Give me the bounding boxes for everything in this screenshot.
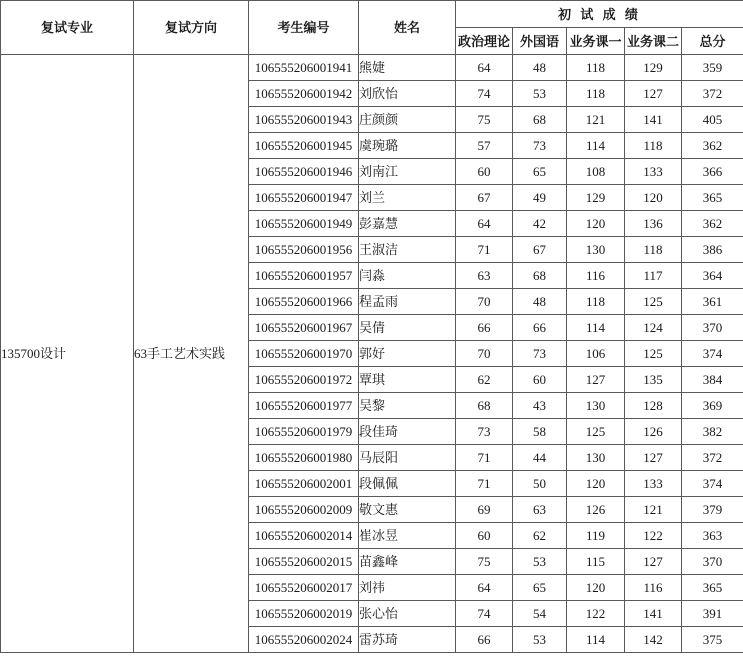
course1-score-cell: 129 — [567, 185, 625, 211]
politics-score-cell: 63 — [456, 263, 513, 289]
candidate-id-cell: 106555206002015 — [249, 549, 359, 575]
name-cell: 刘兰 — [359, 185, 456, 211]
header-name: 姓名 — [359, 1, 456, 55]
candidate-id-cell: 106555206001967 — [249, 315, 359, 341]
course2-score-cell: 118 — [625, 237, 682, 263]
course2-score-cell: 133 — [625, 159, 682, 185]
foreign-language-score-cell: 62 — [513, 523, 567, 549]
name-cell: 刘欣怡 — [359, 81, 456, 107]
course1-score-cell: 120 — [567, 575, 625, 601]
course1-score-cell: 118 — [567, 289, 625, 315]
politics-score-cell: 64 — [456, 575, 513, 601]
course1-score-cell: 106 — [567, 341, 625, 367]
foreign-language-score-cell: 73 — [513, 133, 567, 159]
total-score-cell: 374 — [682, 341, 743, 367]
foreign-language-score-cell: 68 — [513, 107, 567, 133]
politics-score-cell: 71 — [456, 471, 513, 497]
total-score-cell: 365 — [682, 575, 743, 601]
candidate-id-cell: 106555206001942 — [249, 81, 359, 107]
name-cell: 吴倩 — [359, 315, 456, 341]
politics-score-cell: 74 — [456, 81, 513, 107]
candidate-id-cell: 106555206001966 — [249, 289, 359, 315]
name-cell: 郭好 — [359, 341, 456, 367]
politics-score-cell: 71 — [456, 237, 513, 263]
header-direction: 复试方向 — [134, 1, 249, 55]
total-score-cell: 370 — [682, 549, 743, 575]
course1-score-cell: 120 — [567, 471, 625, 497]
total-score-cell: 386 — [682, 237, 743, 263]
candidate-id-cell: 106555206002009 — [249, 497, 359, 523]
foreign-language-score-cell: 63 — [513, 497, 567, 523]
course2-score-cell: 128 — [625, 393, 682, 419]
total-score-cell: 372 — [682, 445, 743, 471]
course2-score-cell: 136 — [625, 211, 682, 237]
course2-score-cell: 122 — [625, 523, 682, 549]
candidate-id-cell: 106555206002001 — [249, 471, 359, 497]
header-initial-exam-group: 初 试 成 绩 — [456, 1, 743, 28]
total-score-cell: 382 — [682, 419, 743, 445]
foreign-language-score-cell: 48 — [513, 289, 567, 315]
politics-score-cell: 75 — [456, 549, 513, 575]
candidate-id-cell: 106555206001972 — [249, 367, 359, 393]
politics-score-cell: 70 — [456, 341, 513, 367]
foreign-language-score-cell: 67 — [513, 237, 567, 263]
total-score-cell: 365 — [682, 185, 743, 211]
name-cell: 庄颜颜 — [359, 107, 456, 133]
foreign-language-score-cell: 66 — [513, 315, 567, 341]
name-cell: 张心怡 — [359, 601, 456, 627]
foreign-language-score-cell: 43 — [513, 393, 567, 419]
name-cell: 崔冰昱 — [359, 523, 456, 549]
politics-score-cell: 73 — [456, 419, 513, 445]
course1-score-cell: 114 — [567, 627, 625, 653]
foreign-language-score-cell: 48 — [513, 55, 567, 81]
course1-score-cell: 116 — [567, 263, 625, 289]
course2-score-cell: 125 — [625, 289, 682, 315]
foreign-language-score-cell: 53 — [513, 627, 567, 653]
name-cell: 闫淼 — [359, 263, 456, 289]
candidate-id-cell: 106555206001956 — [249, 237, 359, 263]
course1-score-cell: 130 — [567, 445, 625, 471]
course2-score-cell: 116 — [625, 575, 682, 601]
total-score-cell: 362 — [682, 211, 743, 237]
table-row — [1, 55, 743, 81]
foreign-language-score-cell: 65 — [513, 575, 567, 601]
candidate-id-cell: 106555206002019 — [249, 601, 359, 627]
candidate-id-cell: 106555206001957 — [249, 263, 359, 289]
foreign-language-score-cell: 53 — [513, 81, 567, 107]
course2-score-cell: 135 — [625, 367, 682, 393]
header-row-top — [1, 1, 743, 28]
total-score-cell: 384 — [682, 367, 743, 393]
candidate-id-cell: 106555206001945 — [249, 133, 359, 159]
name-cell: 刘祎 — [359, 575, 456, 601]
politics-score-cell: 60 — [456, 523, 513, 549]
candidate-id-cell: 106555206002024 — [249, 627, 359, 653]
politics-score-cell: 67 — [456, 185, 513, 211]
name-cell: 虞琬璐 — [359, 133, 456, 159]
header-foreign-language: 外国语 — [513, 28, 567, 55]
name-cell: 彭嘉慧 — [359, 211, 456, 237]
politics-score-cell: 66 — [456, 315, 513, 341]
course1-score-cell: 130 — [567, 237, 625, 263]
total-score-cell: 374 — [682, 471, 743, 497]
name-cell: 程孟雨 — [359, 289, 456, 315]
foreign-language-score-cell: 42 — [513, 211, 567, 237]
candidate-id-cell: 106555206001943 — [249, 107, 359, 133]
total-score-cell: 369 — [682, 393, 743, 419]
table-header — [1, 1, 743, 55]
course2-score-cell: 124 — [625, 315, 682, 341]
course2-score-cell: 127 — [625, 445, 682, 471]
politics-score-cell: 57 — [456, 133, 513, 159]
name-cell: 王淑洁 — [359, 237, 456, 263]
course1-score-cell: 119 — [567, 523, 625, 549]
course1-score-cell: 118 — [567, 81, 625, 107]
politics-score-cell: 64 — [456, 55, 513, 81]
header-course2: 业务课二 — [625, 28, 682, 55]
table-body — [1, 55, 743, 653]
candidate-id-cell: 106555206001970 — [249, 341, 359, 367]
total-score-cell: 405 — [682, 107, 743, 133]
total-score-cell: 362 — [682, 133, 743, 159]
name-cell: 覃琪 — [359, 367, 456, 393]
foreign-language-score-cell: 65 — [513, 159, 567, 185]
foreign-language-score-cell: 73 — [513, 341, 567, 367]
course1-score-cell: 118 — [567, 55, 625, 81]
politics-score-cell: 75 — [456, 107, 513, 133]
course2-score-cell: 142 — [625, 627, 682, 653]
header-candidate-id: 考生编号 — [249, 1, 359, 55]
foreign-language-score-cell: 58 — [513, 419, 567, 445]
foreign-language-score-cell: 60 — [513, 367, 567, 393]
name-cell: 敬文惠 — [359, 497, 456, 523]
total-score-cell: 363 — [682, 523, 743, 549]
candidate-id-cell: 106555206001947 — [249, 185, 359, 211]
course2-score-cell: 141 — [625, 107, 682, 133]
course1-score-cell: 120 — [567, 211, 625, 237]
total-score-cell: 391 — [682, 601, 743, 627]
course1-score-cell: 126 — [567, 497, 625, 523]
name-cell: 刘南江 — [359, 159, 456, 185]
politics-score-cell: 66 — [456, 627, 513, 653]
name-cell: 雷苏琦 — [359, 627, 456, 653]
course2-score-cell: 118 — [625, 133, 682, 159]
politics-score-cell: 64 — [456, 211, 513, 237]
course2-score-cell: 120 — [625, 185, 682, 211]
course1-score-cell: 122 — [567, 601, 625, 627]
header-total: 总分 — [682, 28, 743, 55]
foreign-language-score-cell: 49 — [513, 185, 567, 211]
total-score-cell: 372 — [682, 81, 743, 107]
politics-score-cell: 62 — [456, 367, 513, 393]
politics-score-cell: 60 — [456, 159, 513, 185]
name-cell: 段佩佩 — [359, 471, 456, 497]
name-cell: 熊婕 — [359, 55, 456, 81]
candidate-id-cell: 106555206001979 — [249, 419, 359, 445]
total-score-cell: 366 — [682, 159, 743, 185]
course2-score-cell: 117 — [625, 263, 682, 289]
major-cell: 135700设计 — [1, 55, 134, 653]
politics-score-cell: 68 — [456, 393, 513, 419]
foreign-language-score-cell: 53 — [513, 549, 567, 575]
course2-score-cell: 125 — [625, 341, 682, 367]
total-score-cell: 375 — [682, 627, 743, 653]
course1-score-cell: 125 — [567, 419, 625, 445]
politics-score-cell: 70 — [456, 289, 513, 315]
course2-score-cell: 127 — [625, 81, 682, 107]
course2-score-cell: 141 — [625, 601, 682, 627]
total-score-cell: 359 — [682, 55, 743, 81]
name-cell: 苗鑫峰 — [359, 549, 456, 575]
course1-score-cell: 121 — [567, 107, 625, 133]
total-score-cell: 379 — [682, 497, 743, 523]
course1-score-cell: 127 — [567, 367, 625, 393]
total-score-cell: 361 — [682, 289, 743, 315]
name-cell: 段佳琦 — [359, 419, 456, 445]
candidate-id-cell: 106555206002014 — [249, 523, 359, 549]
foreign-language-score-cell: 50 — [513, 471, 567, 497]
total-score-cell: 370 — [682, 315, 743, 341]
course1-score-cell: 115 — [567, 549, 625, 575]
course2-score-cell: 127 — [625, 549, 682, 575]
header-course1: 业务课一 — [567, 28, 625, 55]
course2-score-cell: 126 — [625, 419, 682, 445]
foreign-language-score-cell: 68 — [513, 263, 567, 289]
course1-score-cell: 114 — [567, 315, 625, 341]
course2-score-cell: 121 — [625, 497, 682, 523]
foreign-language-score-cell: 44 — [513, 445, 567, 471]
header-politics: 政治理论 — [456, 28, 513, 55]
name-cell: 吴黎 — [359, 393, 456, 419]
politics-score-cell: 69 — [456, 497, 513, 523]
total-score-cell: 364 — [682, 263, 743, 289]
course2-score-cell: 129 — [625, 55, 682, 81]
header-major: 复试专业 — [1, 1, 134, 55]
candidate-id-cell: 106555206001941 — [249, 55, 359, 81]
foreign-language-score-cell: 54 — [513, 601, 567, 627]
candidate-id-cell: 106555206001946 — [249, 159, 359, 185]
politics-score-cell: 74 — [456, 601, 513, 627]
course1-score-cell: 130 — [567, 393, 625, 419]
candidate-id-cell: 106555206002017 — [249, 575, 359, 601]
politics-score-cell: 71 — [456, 445, 513, 471]
candidate-id-cell: 106555206001980 — [249, 445, 359, 471]
candidate-id-cell: 106555206001977 — [249, 393, 359, 419]
course1-score-cell: 114 — [567, 133, 625, 159]
candidate-id-cell: 106555206001949 — [249, 211, 359, 237]
direction-cell: 63手工艺术实践 — [134, 55, 249, 653]
name-cell: 马辰阳 — [359, 445, 456, 471]
course2-score-cell: 133 — [625, 471, 682, 497]
course1-score-cell: 108 — [567, 159, 625, 185]
